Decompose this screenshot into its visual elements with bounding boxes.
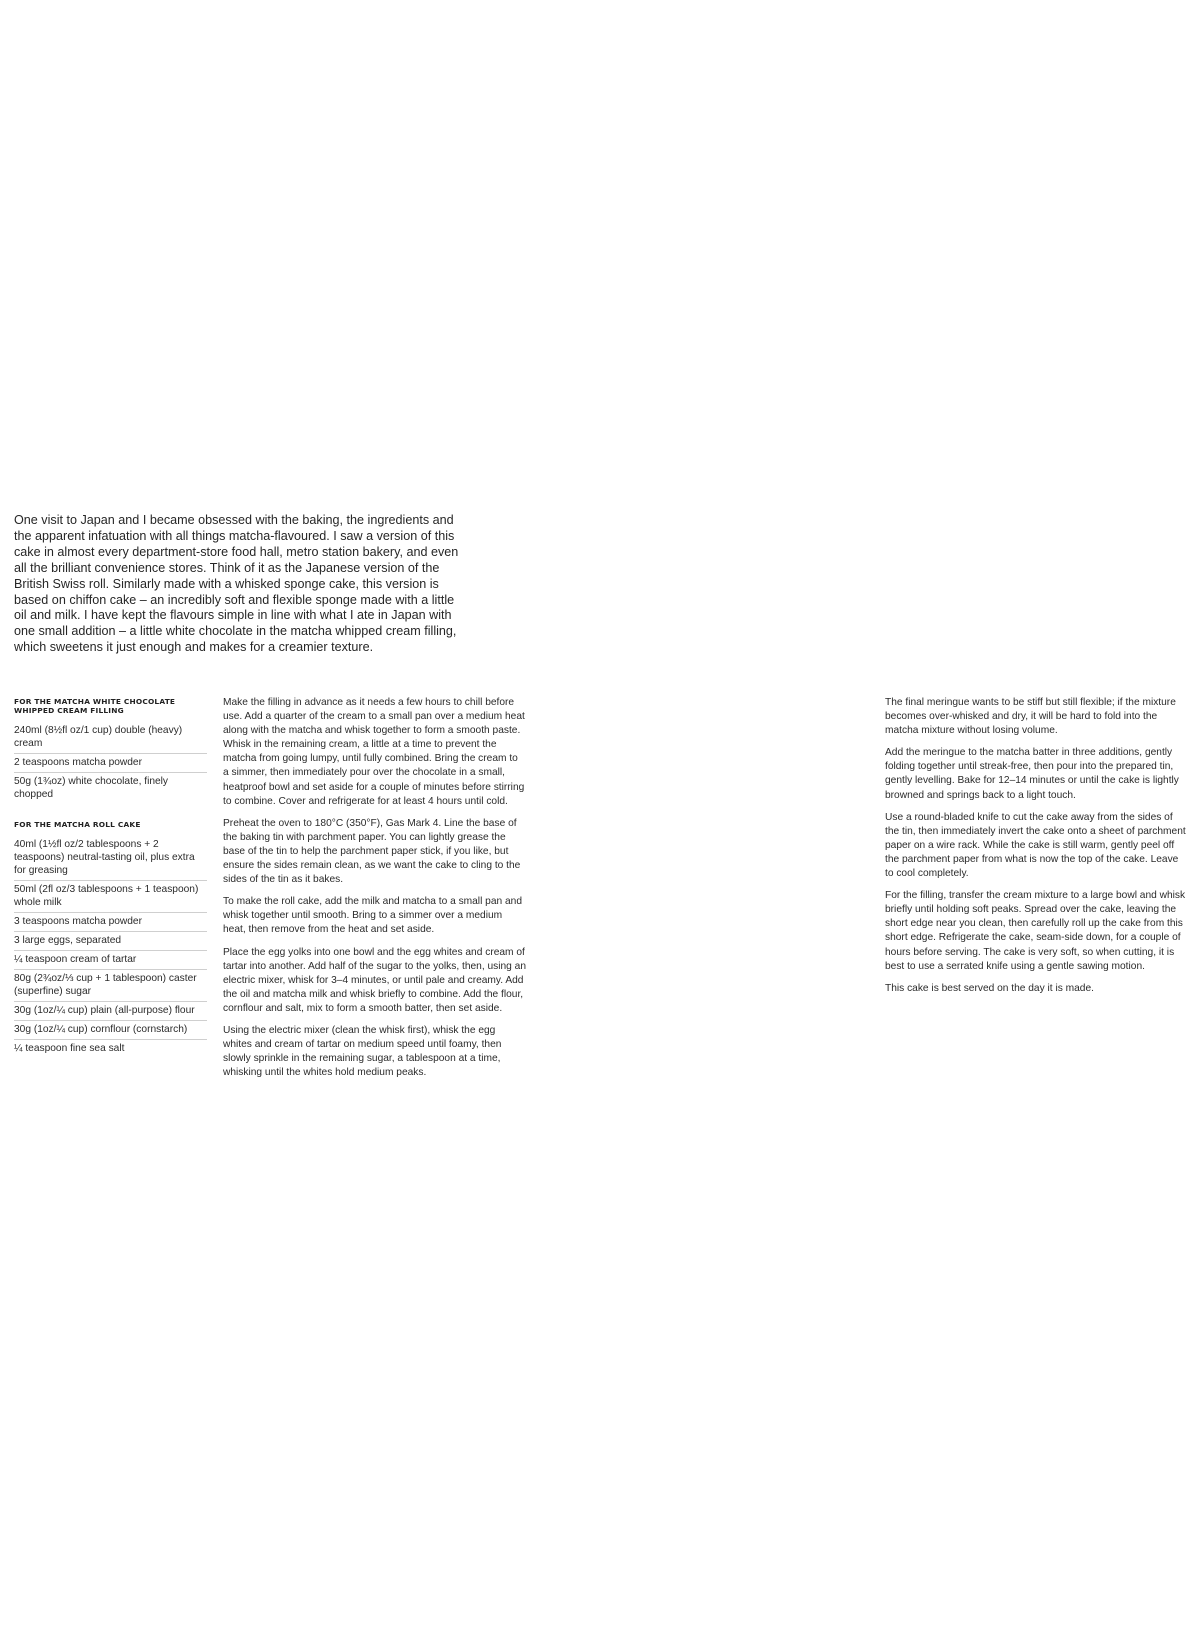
method-step: Add the meringue to the matcha batter in three additions, gently folding together until streak-free, then pour into the prepared tin, gently levelling. Bake for 12–14 minutes or until the cake is lightly browned and springs back to a light touch.	[885, 747, 1179, 801]
ingredient-item: 80g (2¾oz/⅓ cup + 1 tablespoon) caster (superfine) sugar	[14, 970, 207, 1002]
ingredient-item: ¼ teaspoon cream of tartar	[14, 951, 207, 970]
filling-ingredients-list	[14, 722, 207, 804]
ingredient-item: 3 large eggs, separated	[14, 932, 207, 951]
method-step: Place the egg yolks into one bowl and the egg whites and cream of tartar into another. Add half of the sugar to the yolks, then, using an electric mixer, whisk for 3–4 minutes, or until pale and creamy. Add the oil and matcha milk and whisk briefly to combine. Add the flour, cornflour and salt, mix to form a smooth batter, then set aside.	[223, 946, 526, 1014]
cake-ingredients-heading: FOR THE MATCHA ROLL CAKE	[14, 820, 141, 829]
ingredient-item: 30g (1oz/¼ cup) plain (all-purpose) flour	[14, 1002, 207, 1021]
ingredient-item: 40ml (1½fl oz/2 tablespoons + 2 teaspoons) neutral-tasting oil, plus extra for greasing	[14, 836, 207, 881]
method-step: Preheat the oven to 180°C (350°F), Gas Mark 4. Line the base of the baking tin with parchment paper. You can lightly grease the base of the tin to help the parchment paper stick, if you like, but ensure the sides remain clean, as we want the cake to cling to the sides of the tin as it bakes.	[223, 817, 521, 886]
method-step: For the filling, transfer the cream mixture to a large bowl and whisk briefly until holding soft peaks. Spread over the cake, leaving the short edge near you clean, then carefully roll up the cake from this short edge. Refrigerate the cake, seam-side down, for a couple of hours before serving. The cake is very soft, so when cutting, it is best to use a serrated knife using a gentle sawing motion.	[885, 890, 1186, 972]
intro-paragraph: One visit to Japan and I became obsessed with the baking, the ingredients and the apparent infatuation with all things matcha-flavoured. I saw a version of this cake in almost every department-store food hall, metro station bakery, and even all the brilliant convenience stores. Think of it as the Japanese version of the British Swiss roll. Similarly made with a whisked sponge cake, this version is based on chiffon cake – an incredibly soft and flexible sponge made with a little oil and milk. I have kept the flavours simple in line with what I ate in Japan with one small addition – a little white chocolate in the matcha whipped cream filling, which sweetens it just enough and makes for a creamier texture.	[14, 513, 459, 655]
ingredient-item: 3 teaspoons matcha powder	[14, 913, 207, 932]
ingredients-column	[14, 697, 207, 1058]
cake-ingredients-list	[14, 836, 207, 1058]
ingredient-item: 50g (1¾oz) white chocolate, finely chopped	[14, 776, 169, 800]
ingredient-item: 240ml (8½fl oz/1 cup) double (heavy) cream	[14, 722, 207, 754]
ingredient-item: 30g (1oz/¼ cup) cornflour (cornstarch)	[14, 1021, 207, 1040]
ingredient-item: 2 teaspoons matcha powder	[14, 754, 207, 773]
method-step: Use a round-bladed knife to cut the cake away from the sides of the tin, then immediately invert the cake onto a sheet of parchment paper on a wire rack. While the cake is still warm, gently peel off the parchment paper from what is now the top of the cake. Leave to cool completely.	[885, 811, 1186, 880]
recipe-intro	[14, 513, 469, 656]
filling-ingredients-heading: FOR THE MATCHA WHITE CHOCOLATE WHIPPED CREAM FILLING	[14, 697, 176, 715]
method-step: To make the roll cake, add the milk and matcha to a small pan and whisk together until smooth. Bring to a simmer over a medium heat, then remove from the heat and set aside.	[223, 896, 522, 936]
method-step: This cake is best served on the day it is made.	[885, 982, 1094, 994]
ingredient-item: 50ml (2fl oz/3 tablespoons + 1 teaspoon) whole milk	[14, 881, 207, 913]
method-step: Using the electric mixer (clean the whisk first), whisk the egg whites and cream of tartar on medium speed until foamy, then slowly sprinkle in the remaining sugar, a tablespoon at a time, whisking until the whites hold medium peaks.	[223, 1024, 502, 1079]
method-column-1	[223, 696, 526, 1088]
method-step: The final meringue wants to be stiff but still flexible; if the mixture becomes over-whisked and dry, it will be hard to fold into the matcha mixture without losing volume.	[885, 697, 1176, 737]
ingredient-item: ¼ teaspoon fine sea salt	[14, 1043, 125, 1054]
method-step: Make the filling in advance as it needs a few hours to chill before use. Add a quarter of the cream to a small pan over a medium heat along with the matcha and whisk together to form a smooth paste. Whisk in the remaining cream, a little at a time to prevent the matcha from going lumpy, until fully combined. Bring the cream to a simmer, then immediately pour over the chocolate in a small, heatproof bowl and set aside for a couple of minutes before stirring to combine. Cover and refrigerate for at least 4 hours until cold.	[223, 697, 525, 807]
method-column-2	[885, 696, 1187, 1004]
